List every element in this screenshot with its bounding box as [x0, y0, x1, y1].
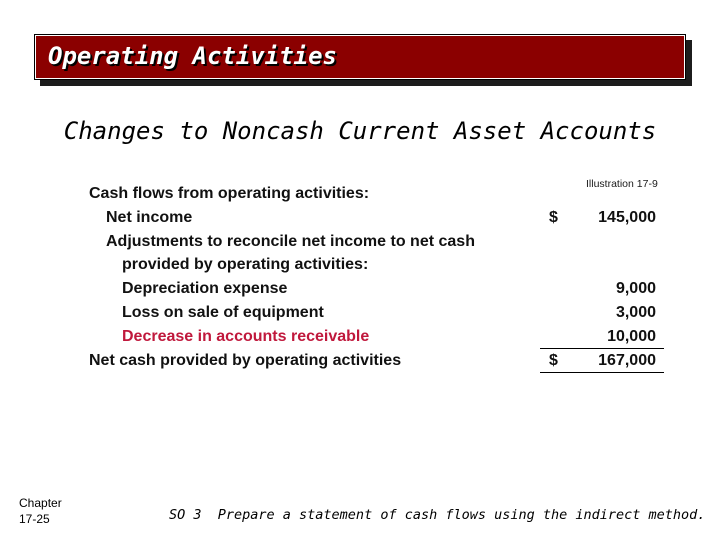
title-banner [35, 35, 685, 79]
subtotal-rule [540, 348, 664, 349]
slide-subtitle: Changes to Noncash Current Asset Accounts [63, 117, 657, 145]
net-income-currency: $ [549, 209, 558, 226]
decrease-ar-label: Decrease in accounts receivable [122, 328, 370, 345]
chapter-page: 17-25 [19, 512, 50, 526]
depreciation-amount: 9,000 [615, 280, 656, 297]
illustration-label: Illustration 17-9 [586, 178, 658, 190]
net-income-amount: 145,000 [598, 209, 656, 226]
net-cash-label: Net cash provided by operating activities [89, 352, 402, 369]
loss-on-sale-amount: 3,000 [615, 304, 656, 321]
chapter-label [19, 495, 62, 527]
net-cash-currency: $ [549, 352, 558, 369]
slide-title: Operating Activities [48, 42, 337, 70]
adjustments-line-2: provided by operating activities: [122, 256, 369, 273]
net-income-label: Net income [106, 209, 193, 226]
adjustments-line-1: Adjustments to reconcile net income to net cash [106, 233, 475, 250]
total-rule [540, 372, 664, 373]
chapter-text: Chapter [19, 496, 62, 510]
study-objective-footer: SO 3 Prepare a statement of cash flows using the indirect method. [169, 507, 706, 523]
statement-heading: Cash flows from operating activities: [89, 185, 370, 202]
loss-on-sale-label: Loss on sale of equipment [122, 304, 324, 321]
depreciation-label: Depreciation expense [122, 280, 288, 297]
net-cash-amount: 167,000 [598, 352, 656, 369]
decrease-ar-amount: 10,000 [607, 328, 656, 345]
